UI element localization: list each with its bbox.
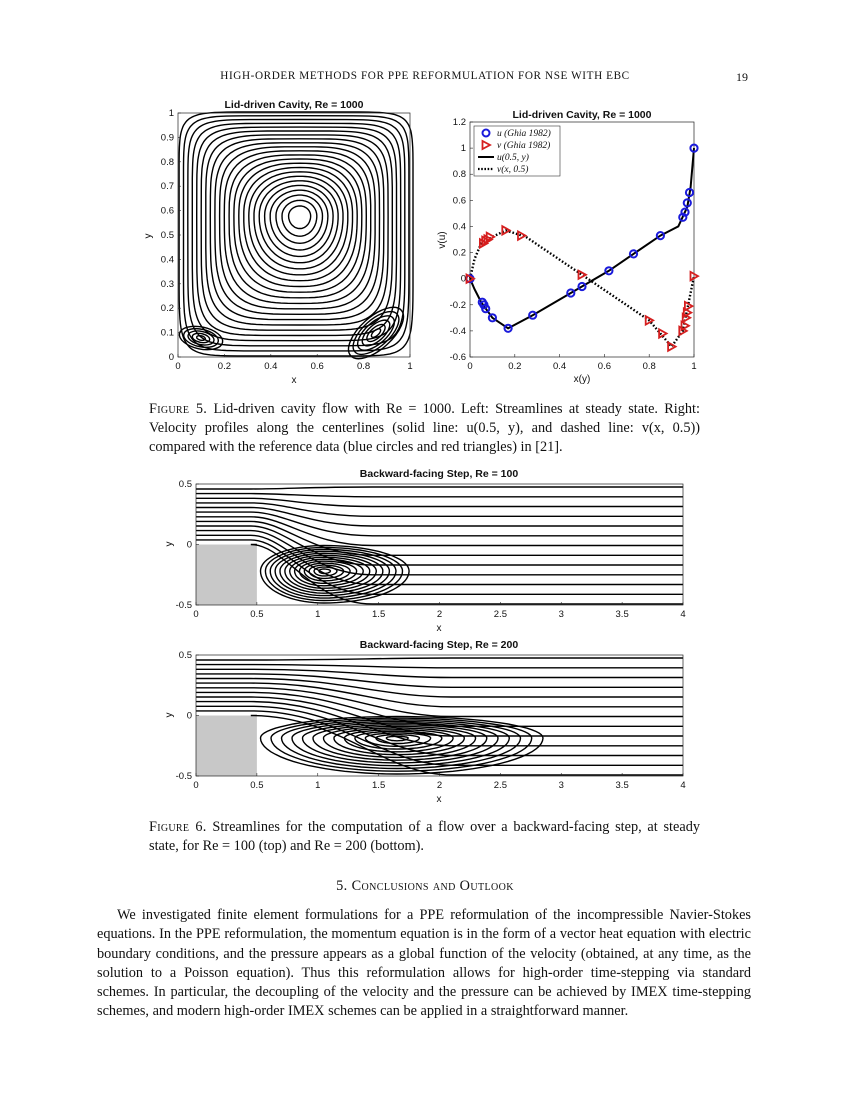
bfs100-y-tick-label: 0: [186, 539, 192, 551]
cavity-x-tick-label: 0: [175, 361, 181, 372]
bfs200-x-tick-label: 0: [193, 780, 199, 791]
bfs200-y-tick-label: 0.5: [178, 650, 192, 661]
profile-x-tick-label: 0.4: [552, 361, 567, 372]
cavity-y-tick-label: 0.3: [160, 278, 174, 290]
cavity-y-tick-label: 0.6: [160, 205, 174, 217]
profile-x-label: x(y): [573, 374, 591, 385]
bfs100-y-tick-label: -0.5: [175, 600, 192, 611]
profile-y-tick-label: 0.8: [452, 169, 466, 181]
profile-y-tick-label: 0.6: [452, 195, 466, 207]
profile-x-tick-label: 0.2: [508, 361, 522, 372]
legend-u-label: u (Ghia 1982): [497, 129, 551, 139]
running-head: HIGH-ORDER METHODS FOR PPE REFORMULATION FOR NSE WITH EBC: [220, 70, 630, 82]
figure6-caption: [149, 818, 700, 856]
bfs200-y-tick-label: -0.5: [175, 771, 192, 782]
profile-x-tick-label: 0: [467, 361, 473, 372]
conclusion-paragraph: We investigated finite element formulations for a PPE reformulation of the incompressible Navier-Stokes equations. In the PPE reformulation, the momentum equation is in the form of a vector heat equation with electric boundary conditions, and the pressure appears as a global function of the velocity (obtained, at any time, as the solution to a Poisson equation). Thus this reformulation allows for high-order time-stepping via standard schemes. In particular, the decoupling of the velocity and the pressure can be achieved by IMEX time-stepping schemes, and modern high-order IMEX schemes can be applied in a straightforward manner.: [97, 907, 751, 1020]
cavity-plot-title: Lid-driven Cavity, Re = 1000: [224, 99, 364, 111]
legend-dotted-label: v(x, 0.5): [497, 165, 529, 175]
cavity-y-tick-label: 0.5: [160, 230, 174, 241]
profile-y-tick-label: 0.4: [452, 221, 466, 233]
bfs100-y-label: y: [164, 541, 175, 547]
bfs200-x-tick-label: 3: [558, 780, 564, 791]
bfs100-x-tick-label: 1.5: [372, 609, 386, 620]
profile-x-tick-label: 0.6: [597, 361, 612, 372]
bfs100-title: Backward-facing Step, Re = 100: [359, 468, 519, 480]
bfs-streamline: [196, 674, 683, 687]
bfs-streamline: [196, 702, 683, 746]
bfs200-title: Backward-facing Step, Re = 200: [359, 639, 519, 651]
profile-y-tick-label: -0.2: [449, 299, 466, 311]
cavity-y-tick-label: 0.7: [160, 181, 174, 193]
bfs100-x-tick-label: 2: [436, 609, 443, 620]
bfs200-y-label: y: [164, 712, 175, 718]
cavity-y-tick-label: 0: [168, 352, 174, 363]
cavity-x-tick-label: 0.4: [264, 361, 278, 372]
cavity-x-label: x: [291, 375, 297, 386]
bfs200-x-tick-label: 0.5: [250, 780, 264, 791]
legend-solid-label: u(0.5, y): [497, 153, 529, 163]
bfs200-x-tick-label: 4: [680, 780, 686, 791]
bfs100-x-tick-label: 3.5: [615, 609, 629, 620]
bfs-streamline: [196, 494, 683, 497]
cavity-x-tick-label: 0.2: [217, 361, 232, 372]
profile-y-tick-label: -0.4: [449, 325, 466, 337]
bfs-streamline: [196, 517, 683, 546]
bfs-streamline: [196, 665, 683, 668]
bfs200-x-tick-label: 2.5: [493, 780, 507, 791]
profile-plot-title: Lid-driven Cavity, Re = 1000: [512, 109, 652, 121]
bfs-streamline: [196, 658, 683, 660]
bfs100-x-tick-label: 3: [558, 609, 564, 620]
figure5-caption-text: Lid-driven cavity flow with Re = 1000. Left: Streamlines at steady state. Right: Velocity profiles along the centerlines (solid line: u(0.5, y), and dashed line: v(x, 0.5)) compared with the reference data (blue circles and red triangles) in [21].: [149, 401, 700, 455]
legend-v-label: v (Ghia 1982): [497, 141, 551, 151]
bfs100-x-tick-label: 0.5: [250, 609, 264, 620]
bfs-streamline: [196, 535, 683, 584]
bfs100-y-tick-label: 0.5: [178, 479, 192, 490]
profile-y-tick-label: 1: [460, 143, 466, 155]
bfs-streamline: [196, 487, 683, 489]
bfs200-plot: [176, 650, 686, 791]
cavity-x-tick-label: 0.8: [356, 361, 371, 372]
bfs200-x-tick-label: 3.5: [615, 780, 629, 791]
bfs200-y-tick-label: 0: [186, 710, 192, 722]
profile-y-label: v(u): [437, 231, 448, 249]
bfs100-plot: [176, 479, 686, 620]
cavity-y-tick-label: 0.1: [160, 327, 174, 339]
bfs100-x-label: x: [436, 623, 442, 634]
bfs200-x-label: x: [436, 794, 442, 805]
step-block: [196, 716, 257, 777]
cavity-y-tick-label: 0.2: [160, 303, 174, 315]
figure5-caption-label: Figure 5.: [149, 401, 208, 417]
bfs-streamline: [196, 531, 683, 575]
cavity-y-tick-label: 1: [168, 108, 174, 119]
bfs100-x-tick-label: 0: [193, 609, 199, 620]
bfs100-x-tick-label: 2.5: [493, 609, 507, 620]
cavity-x-tick-label: 0.6: [310, 361, 324, 372]
step-block: [196, 545, 257, 606]
cavity-y-tick-label: 0.9: [160, 132, 174, 144]
cavity-y-tick-label: 0.4: [160, 254, 174, 266]
bfs100-x-tick-label: 4: [680, 609, 686, 620]
figure6-caption-text: Streamlines for the computation of a flow over a backward-facing step, at steady state, for Re = 100 (top) and Re = 200 (bottom).: [149, 819, 701, 854]
profile-y-tick-label: 1.2: [452, 117, 466, 128]
cavity-x-tick-label: 1: [407, 361, 413, 372]
profile-x-tick-label: 1: [691, 361, 697, 372]
bfs-streamline: [196, 498, 683, 506]
cavity-y-tick-label: 0.8: [160, 156, 174, 168]
section-title: 5. Conclusions and Outlook: [336, 878, 514, 894]
profile-x-tick-label: 0.8: [642, 361, 656, 372]
bfs100-x-tick-label: 1: [315, 609, 321, 620]
profile-y-tick-label: 0.2: [452, 247, 466, 259]
profile-y-tick-label: -0.6: [449, 352, 466, 363]
figure6-caption-label: Figure 6.: [149, 819, 207, 835]
bfs200-x-tick-label: 1.5: [372, 780, 386, 791]
profile-y-tick-label: 0: [460, 273, 466, 285]
cavity-y-label: y: [143, 233, 154, 239]
page-number: 19: [736, 70, 748, 84]
bfs200-x-tick-label: 2: [436, 780, 443, 791]
bfs200-x-tick-label: 1: [315, 780, 321, 791]
